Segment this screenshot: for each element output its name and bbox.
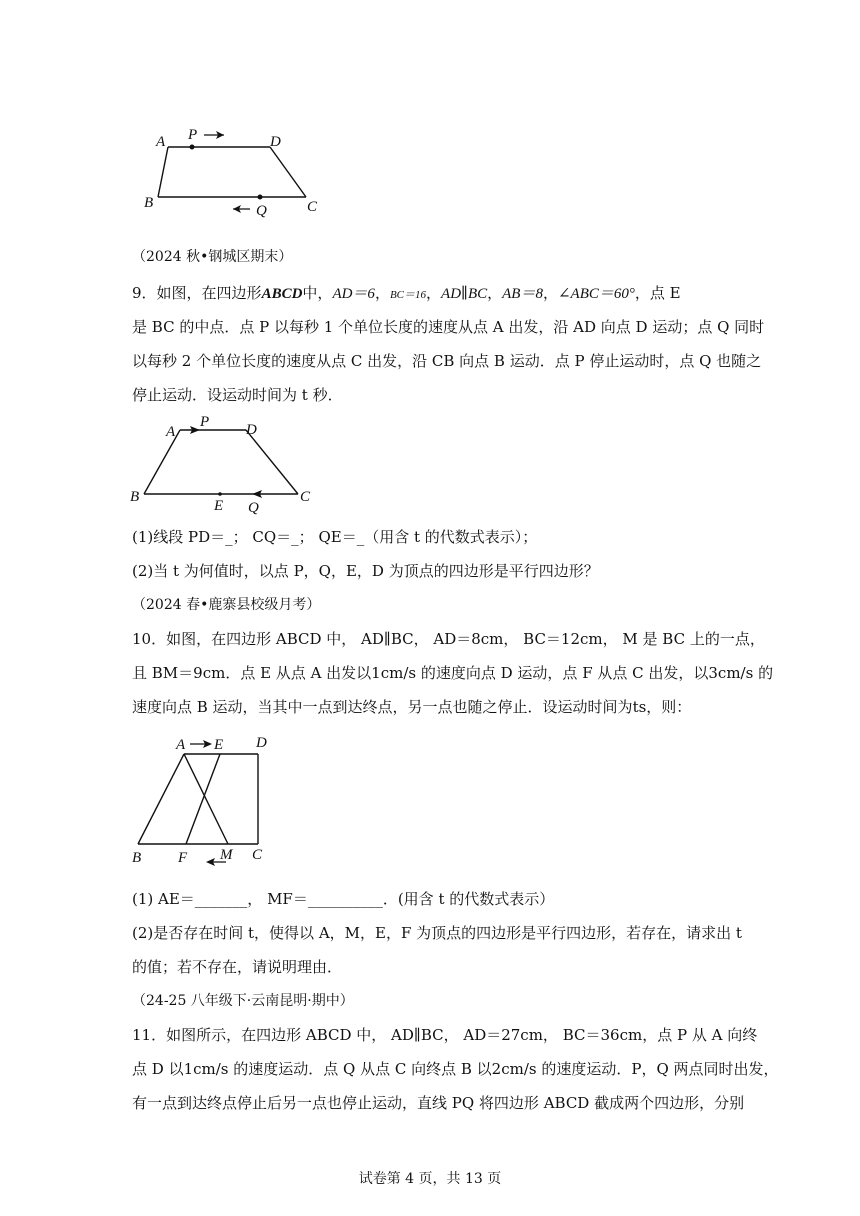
q9-line-4: 停止运动．设运动时间为 t 秒． bbox=[132, 386, 343, 404]
page-footer: 试卷第 4 页，共 13 页 bbox=[358, 1171, 502, 1187]
label-a: A bbox=[156, 134, 166, 150]
point-p bbox=[190, 145, 195, 150]
label-c: C bbox=[252, 847, 263, 863]
q10-part-2b: 的值；若不存在，请说明理由． bbox=[132, 958, 343, 976]
q9-prefix: 如图，在四边形 bbox=[156, 284, 262, 302]
label-e: E bbox=[214, 498, 224, 514]
q9-num: 9． bbox=[132, 284, 157, 302]
q9-part-2: (2)当 t 为何值时，以点 P，Q，E，D 为顶点的四边形是平行四边形？ bbox=[132, 562, 599, 580]
q10-line-3: 速度向点 B 运动，当其中一点到达终点，另一点也随之停止．设运动时间为ts，则： bbox=[132, 698, 692, 716]
label-f: F bbox=[178, 850, 188, 866]
q10-line-2: 且 BM＝9cm．点 E 从点 A 出发以1cm/s 的速度向点 D 运动，点 F 从点 C 出发，以3cm/s 的 bbox=[132, 664, 774, 682]
label-q: Q bbox=[256, 203, 267, 219]
label-a: A bbox=[176, 737, 186, 753]
label-p: P bbox=[188, 127, 198, 143]
q9-sep-4: ， bbox=[542, 284, 558, 302]
label-c: C bbox=[300, 489, 311, 505]
q9-dian-e: ，点 E bbox=[634, 284, 681, 302]
arrow-right-icon bbox=[204, 131, 224, 139]
q9-abcd: ABCD bbox=[261, 286, 303, 302]
q11-line-3: 有一点到达终点停止后另一点也停止运动，直线 PQ 将四边形 ABCD 截成两个四边形，分别 bbox=[132, 1094, 745, 1112]
trapezoid-figure-top bbox=[138, 124, 338, 219]
q10-part-1: (1) AE＝_______， MF＝__________．(用含 t 的代数式表示） bbox=[132, 890, 555, 908]
q9-source: （2024 秋•钢城区期末） bbox=[132, 249, 293, 265]
arrow-left-icon bbox=[233, 205, 250, 213]
label-b: B bbox=[132, 850, 142, 866]
q10-part-2a: (2)是否存在时间 t，使得以 A，M，E，F 为顶点的四边形是平行四边形，若存在，请求出 t bbox=[132, 924, 742, 942]
q9-ad-par-bc: AD∥BC bbox=[441, 286, 488, 302]
q9-zhong: 中， bbox=[302, 284, 333, 302]
q9-line-1 bbox=[132, 282, 732, 306]
arrow-right-icon bbox=[190, 740, 212, 748]
q9-bc-eq: BC＝16 bbox=[389, 289, 427, 301]
q9-angle-eq: ∠ABC＝60° bbox=[557, 286, 635, 302]
q11-line-1: 11．如图所示，在四边形 ABCD 中， AD∥BC， AD＝27cm， BC＝36cm，点 P 从 A 向终 bbox=[132, 1026, 758, 1044]
label-d: D bbox=[256, 735, 267, 751]
q11-line-2: 点 D 以1cm/s 的速度运动．点 Q 从点 C 向终点 B 以2cm/s 的速度运动．P，Q 两点同时出发， bbox=[132, 1060, 779, 1078]
q9-line-2: 是 BC 的中点．点 P 以每秒 1 个单位长度的速度从点 A 出发，沿 AD 向点 D 运动；点 Q 同时 bbox=[132, 318, 765, 336]
label-d: D bbox=[270, 134, 281, 150]
q9-ab-eq: AB＝8 bbox=[502, 286, 543, 302]
q9-line-3: 以每秒 2 个单位长度的速度从点 C 出发，沿 CB 向点 B 运动．点 P 停止运动时，点 Q 也随之 bbox=[132, 352, 762, 370]
q9-ad-eq: AD＝6 bbox=[332, 286, 375, 302]
label-q: Q bbox=[248, 500, 259, 516]
label-d: D bbox=[246, 422, 257, 438]
label-m: M bbox=[220, 847, 233, 863]
q10-source: （2024 春•鹿寨县校级月考） bbox=[132, 597, 321, 613]
label-a: A bbox=[166, 424, 176, 440]
point-e bbox=[218, 492, 222, 496]
label-b: B bbox=[144, 195, 154, 211]
q9-sep-2: ， bbox=[426, 284, 442, 302]
label-b: B bbox=[130, 489, 140, 505]
trapezoid-figure-q9 bbox=[128, 414, 328, 519]
point-q bbox=[258, 195, 263, 200]
q11-source: （24-25 八年级下·云南昆明·期中） bbox=[132, 993, 354, 1009]
quadrilateral-figure-q10 bbox=[128, 732, 288, 872]
label-p: P bbox=[200, 414, 210, 430]
label-e: E bbox=[214, 737, 224, 753]
q10-line-1: 10．如图，在四边形 ABCD 中， AD∥BC， AD＝8cm， BC＝12cm， M 是 BC 上的一点， bbox=[132, 630, 765, 648]
q9-sep-3: ， bbox=[487, 284, 503, 302]
label-c: C bbox=[307, 199, 318, 215]
q9-part-1: (1)线段 PD＝_； CQ＝_； QE＝_（用含 t 的代数式表示）； bbox=[132, 528, 538, 546]
q9-sep-1: ， bbox=[374, 284, 390, 302]
